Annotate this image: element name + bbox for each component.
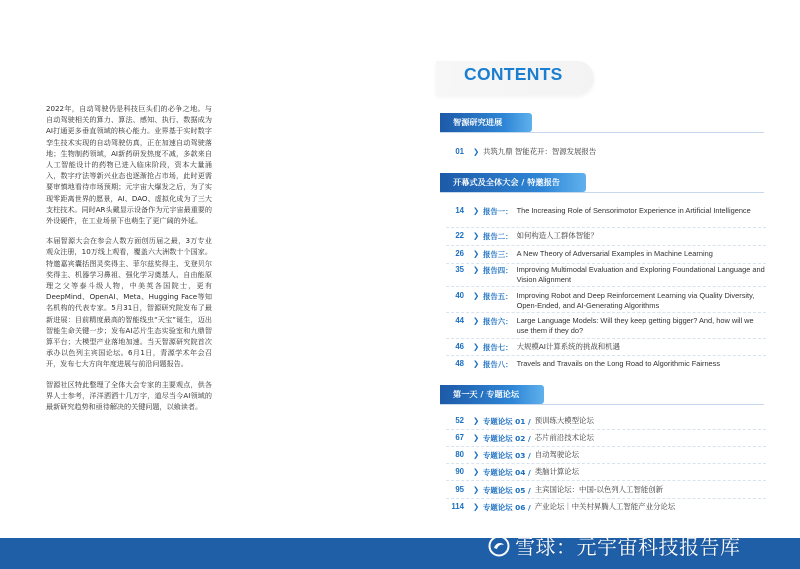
toc-row[interactable]	[440, 450, 770, 461]
intro-column	[46, 103, 212, 421]
toc-entry-text: 芯片前沿技术论坛	[534, 433, 594, 442]
page-number: 01	[455, 147, 464, 156]
chevron-right-icon: ❯	[473, 291, 480, 300]
page-number: 22	[455, 231, 464, 240]
toc-entry-text: Large Language Models: Will they keep getting bigger? And, how will we use them if they do?	[516, 316, 754, 335]
chevron-right-icon: ❯	[473, 265, 480, 274]
intro-paragraph-1: 2022年，自动驾驶仍是科技巨头们的必争之地。与自动驾驶相关的算力、算法、感知、执行、数据成为AI打通更多垂直领域的核心能力。业界基于实时数字孪生技术实现的自动驾驶仿真，正在加速自动驾驶落地；生物制药领域，AI新药研发热度不减，多款来自人工智能设计的药物已进入临床阶段，资本大量涌入，数字疗法等新兴业态也逐渐抢占市场，此时更需要审慎地看待市场预期；元宇宙大爆发之后，为了实现零距离世界的愿景，AI、DAO、虚拟化成为了三大支柱技术。同时AR头戴显示设备作为元宇宙最重要的外设硬件，在工业场景下也萌生了更广阔的外延。	[46, 104, 212, 226]
toc-entry-text: 大规模AI计算系统的挑战和机遇	[516, 342, 620, 351]
page-number: 40	[455, 291, 464, 300]
row-divider	[446, 355, 766, 356]
report-label: 报告五：	[483, 292, 513, 301]
chevron-right-icon: ❯	[473, 502, 480, 511]
row-divider	[446, 245, 766, 246]
toc-row[interactable]	[440, 231, 770, 242]
toc-row[interactable]	[440, 433, 770, 444]
toc-entry-text: Improving Robot and Deep Reinforcement Learning via Quality Diversity, Open-Ended, and AI-Generating Algorithms	[516, 291, 755, 310]
forum-label: 专题论坛 01 /	[483, 417, 531, 426]
toc-row[interactable]	[440, 206, 770, 217]
toc-entry-text: 自动驾驶论坛	[534, 450, 580, 459]
toc-entry-text: 预训练大模型论坛	[534, 416, 594, 425]
chevron-right-icon: ❯	[473, 342, 480, 351]
chevron-right-icon: ❯	[473, 485, 480, 494]
intro-paragraph-3: 智源社区特此整理了全体大会专家的主要观点，供各界人士参考，洋洋洒洒十几万字，道尽当今AI领域的最新研究趋势和亟待解决的关键问题，以飨读者。	[46, 379, 212, 412]
chevron-right-icon: ❯	[473, 147, 480, 156]
section-divider	[440, 192, 764, 193]
page-number: 95	[455, 485, 464, 494]
toc-entry-text: A New Theory of Adversarial Examples in Machine Learning	[516, 249, 713, 258]
chevron-right-icon: ❯	[473, 467, 480, 476]
watermark	[488, 531, 741, 560]
row-divider	[446, 338, 766, 339]
toc-entry-text: 主宾国论坛：中国-以色列人工智能创新	[534, 485, 664, 494]
toc-row[interactable]	[440, 485, 770, 496]
forum-label: 专题论坛 05 /	[483, 486, 531, 495]
page-number: 67	[455, 433, 464, 442]
page-number: 80	[455, 450, 464, 459]
report-label: 报告四：	[483, 266, 513, 275]
forum-label: 专题论坛 03 /	[483, 451, 531, 460]
toc-entry-text: 产业论坛｜中关村昇腾人工智能产业分论坛	[534, 502, 676, 511]
chevron-right-icon: ❯	[473, 316, 480, 325]
toc-entry-text: 类脑计算论坛	[534, 467, 580, 476]
chevron-right-icon: ❯	[473, 450, 480, 459]
chevron-right-icon: ❯	[473, 416, 480, 425]
toc-row[interactable]	[440, 416, 770, 427]
chevron-right-icon: ❯	[473, 433, 480, 442]
toc-entry-text: 如何构造人工群体智能？	[516, 231, 598, 240]
page-number: 44	[455, 316, 464, 325]
report-label: 报告八：	[483, 360, 513, 369]
row-divider	[446, 429, 766, 430]
report-label: 报告二：	[483, 232, 513, 241]
page-number: 90	[455, 467, 464, 476]
toc-row[interactable]	[440, 467, 770, 478]
row-divider	[446, 263, 766, 264]
toc-row[interactable]	[440, 147, 770, 157]
toc-row[interactable]	[440, 342, 770, 353]
contents-title: CONTENTS	[464, 64, 563, 84]
page-number: 46	[455, 342, 464, 351]
toc-row[interactable]	[440, 249, 770, 260]
report-label: 报告七：	[483, 343, 513, 352]
section-header-day1: 第一天 / 专题论坛	[440, 385, 544, 404]
forum-label: 专题论坛 04 /	[483, 468, 531, 477]
row-divider	[446, 463, 766, 464]
toc-row[interactable]	[440, 359, 770, 370]
toc-entry-text: Improving Multimodal Evaluation and Exploring Foundational Language and Vision Alignment	[516, 265, 765, 284]
chevron-right-icon: ❯	[473, 359, 480, 368]
chevron-right-icon: ❯	[473, 206, 480, 215]
report-label: 报告六：	[483, 317, 513, 326]
report-label: 报告一：	[483, 207, 513, 216]
section-divider	[440, 132, 764, 133]
row-divider	[446, 480, 766, 481]
toc-row[interactable]	[440, 291, 770, 310]
watermark-text: 雪球：元宇宙科技报告库	[515, 535, 741, 559]
page-number: 14	[455, 206, 464, 215]
intro-paragraph-2: 本届智源大会在参会人数方面创历届之最，3万专业观众注册，10万线上观看，覆盖六大洲数十个国家。特邀嘉宾囊括图灵奖得主、菲尔兹奖得主、戈登贝尔奖得主、机器学习鼻祖、强化学习奠基人、自由能原理之父等泰斗级人物，中美英各国院士，更有DeepMind、OpenAI、Meta、Hugging Face等知名机构的代表专家。5月31日，智源研究院发布了最新进展：目前精度最高的智能线虫“天宝”诞生，迈出智能生命关键一步；发布AI芯片生态实验室和九鼎智算平台；大模型产业落地加速。当天智源研究院首次承办以色列主宾国论坛。6月1日，青源学术年会召开，发布七大方向年度进展与前沿问题报告。	[46, 236, 212, 369]
row-divider	[446, 286, 766, 287]
toc-row[interactable]	[440, 316, 770, 335]
section-header-opening: 开幕式及全体大会 / 特邀报告	[440, 173, 586, 192]
forum-label: 专题论坛 02 /	[483, 434, 531, 443]
chevron-right-icon: ❯	[473, 231, 480, 240]
toc-row[interactable]	[440, 265, 770, 284]
row-divider	[446, 312, 766, 313]
page-number: 114	[451, 502, 464, 511]
toc-entry-text: Travels and Travails on the Long Road to Algorithmic Fairness	[516, 359, 721, 368]
row-divider	[446, 227, 766, 228]
toc-entry-text: 共筑九鼎 智能花开：智源发展报告	[483, 147, 597, 156]
toc-entry-text: The Increasing Role of Sensorimotor Experience in Artificial Intelligence	[516, 206, 751, 215]
section-header-research: 智源研究进展	[440, 113, 532, 132]
row-divider	[446, 446, 766, 447]
forum-label: 专题论坛 06 /	[483, 503, 531, 512]
toc-row[interactable]	[440, 502, 770, 513]
page-number: 48	[455, 359, 464, 368]
page-number: 35	[455, 265, 464, 274]
report-label: 报告三：	[483, 250, 513, 259]
page-number: 52	[455, 416, 464, 425]
chevron-right-icon: ❯	[473, 249, 480, 258]
snowball-logo-icon	[488, 535, 510, 557]
row-divider	[446, 498, 766, 499]
page-number: 26	[455, 249, 464, 258]
section-divider	[440, 404, 764, 405]
